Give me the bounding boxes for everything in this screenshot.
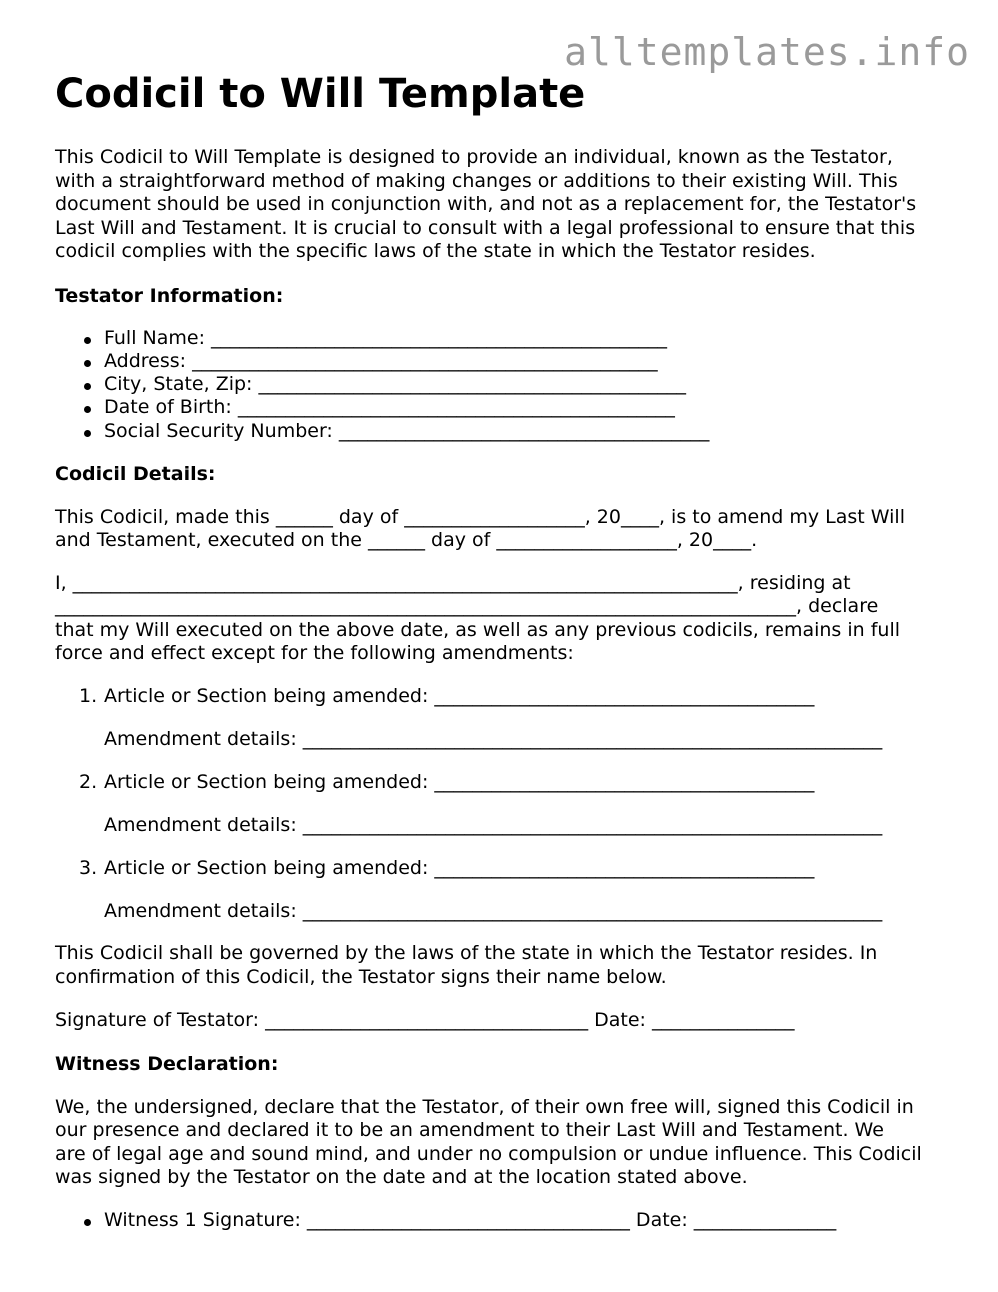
witness-signatures-list bbox=[55, 1209, 955, 1232]
text-line: force and effect except for the following amendments: bbox=[55, 642, 574, 665]
testator-fields-list bbox=[55, 327, 955, 443]
amendment-article-field[interactable]: Article or Section being amended: ________________________________________ bbox=[104, 770, 815, 793]
list-number: 1. bbox=[79, 684, 98, 707]
codicil-declaration-paragraph[interactable] bbox=[55, 572, 955, 666]
amendment-article-field[interactable]: Article or Section being amended: ________________________________________ bbox=[104, 684, 815, 707]
text-line: our presence and declared it to be an amendment to their Last Will and Testament. We bbox=[55, 1119, 884, 1142]
codicil-date-paragraph[interactable] bbox=[55, 506, 955, 553]
field-ssn[interactable]: Social Security Number: _______________________________________ bbox=[55, 420, 955, 443]
amendment-details-field[interactable]: Amendment details: _____________________________________________________________ bbox=[104, 899, 883, 922]
document-page bbox=[55, 70, 955, 1232]
text-line: We, the undersigned, declare that the Testator, of their own free will, signed this Codicil in bbox=[55, 1095, 914, 1118]
field-city-state-zip[interactable]: City, State, Zip: _____________________________________________ bbox=[55, 373, 955, 396]
text-line: confirmation of this Codicil, the Testator signs their name below. bbox=[55, 965, 667, 988]
amendment-item bbox=[55, 857, 955, 924]
section-heading-witness: Witness Declaration: bbox=[55, 1052, 279, 1075]
text-line: with a straightforward method of making changes or additions to their existing Will. This bbox=[55, 169, 898, 192]
amendment-article-field[interactable]: Article or Section being amended: ________________________________________ bbox=[104, 856, 815, 879]
text-line: This Codicil to Will Template is designed to provide an individual, known as the Testator, bbox=[55, 146, 893, 168]
text-line: that my Will executed on the above date, as well as any previous codicils, remains in full bbox=[55, 618, 901, 641]
text-line: ______________________________________________________________________________, declare bbox=[55, 595, 879, 618]
list-number: 3. bbox=[79, 856, 98, 879]
text-line: I, ______________________________________________________________________, residing at bbox=[55, 571, 851, 594]
list-number: 2. bbox=[79, 770, 98, 793]
text-line: This Codicil shall be governed by the laws of the state in which the Testator resides. In bbox=[55, 942, 878, 965]
amendment-details-field[interactable]: Amendment details: _____________________________________________________________ bbox=[104, 813, 883, 836]
text-line: are of legal age and sound mind, and under no compulsion or undue influence. This Codicil bbox=[55, 1142, 922, 1165]
governing-law-paragraph bbox=[55, 942, 955, 989]
text-line: was signed by the Testator on the date and at the location stated above. bbox=[55, 1166, 748, 1189]
text-line: document should be used in conjunction with, and not as a replacement for, the Testator's bbox=[55, 193, 917, 215]
section-heading-codicil: Codicil Details: bbox=[55, 462, 216, 485]
text-line: This Codicil, made this ______ day of ___________________, 20____, is to amend my Last Will bbox=[55, 505, 905, 528]
amendments-list bbox=[55, 685, 955, 924]
page-title: Codicil to Will Template bbox=[55, 71, 586, 117]
field-address[interactable]: Address: _________________________________________________ bbox=[55, 350, 955, 373]
amendment-item bbox=[55, 685, 955, 752]
watermark: alltemplates.info bbox=[564, 30, 970, 74]
section-heading-testator: Testator Information: bbox=[55, 284, 284, 307]
testator-signature-field[interactable]: Signature of Testator: __________________________________ Date: _______________ bbox=[55, 1009, 795, 1032]
intro-paragraph bbox=[55, 146, 955, 264]
witness-1-signature-field[interactable]: Witness 1 Signature: __________________________________ Date: _______________ bbox=[55, 1209, 955, 1232]
witness-declaration-paragraph bbox=[55, 1096, 955, 1190]
text-line: and Testament, executed on the ______ day of ___________________, 20____. bbox=[55, 529, 758, 552]
text-line: Last Will and Testament. It is crucial to consult with a legal professional to ensure that this bbox=[55, 216, 916, 239]
amendment-item bbox=[55, 771, 955, 838]
field-full-name[interactable]: Full Name: ________________________________________________ bbox=[55, 327, 955, 350]
field-date-of-birth[interactable]: Date of Birth: ______________________________________________ bbox=[55, 396, 955, 419]
text-line: codicil complies with the specific laws of the state in which the Testator resides. bbox=[55, 240, 816, 262]
amendment-details-field[interactable]: Amendment details: _____________________________________________________________ bbox=[104, 727, 883, 750]
